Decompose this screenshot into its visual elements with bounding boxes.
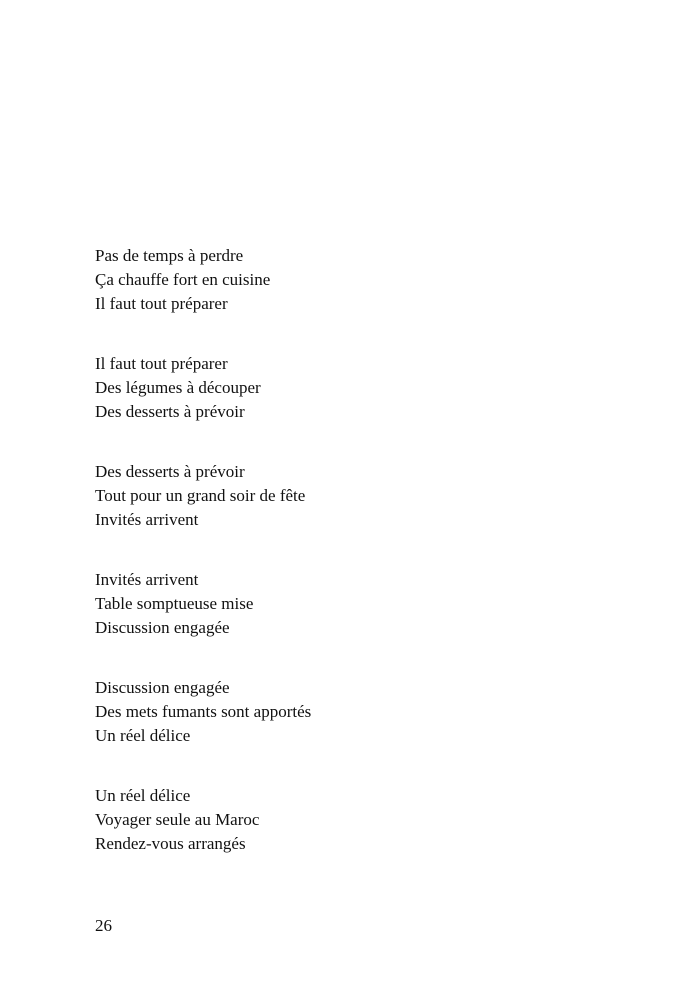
- stanza-1: [95, 244, 655, 316]
- poem-line: Un réel délice: [95, 726, 191, 745]
- poem-line: Voyager seule au Maroc: [95, 810, 260, 829]
- poem-line: Pas de temps à perdre: [95, 246, 244, 265]
- stanza-3: [95, 460, 655, 532]
- poem-line: Des desserts à prévoir: [95, 402, 245, 421]
- poem-line: Rendez-vous arrangés: [95, 834, 246, 853]
- poem-line: Il faut tout préparer: [95, 294, 228, 313]
- stanza-5: [95, 676, 655, 748]
- poem-line: Des desserts à prévoir: [95, 462, 245, 481]
- stanza-2: [95, 352, 655, 424]
- stanza-6: [95, 784, 655, 856]
- poem-line: Invités arrivent: [95, 570, 199, 589]
- poem-line: Un réel délice: [95, 786, 191, 805]
- poem: [95, 244, 655, 892]
- poem-line: Discussion engagée: [95, 618, 230, 637]
- poem-line: Des légumes à découper: [95, 378, 261, 397]
- poem-line: Discussion engagée: [95, 678, 230, 697]
- poem-line: Ça chauffe fort en cuisine: [95, 270, 271, 289]
- poem-line: Table somptueuse mise: [95, 594, 254, 613]
- poem-line: Invités arrivent: [95, 510, 199, 529]
- poem-line: Tout pour un grand soir de fête: [95, 486, 306, 505]
- page-number: 26: [95, 916, 112, 935]
- poem-line: Des mets fumants sont apportés: [95, 702, 312, 721]
- poem-line: Il faut tout préparer: [95, 354, 228, 373]
- stanza-4: [95, 568, 655, 640]
